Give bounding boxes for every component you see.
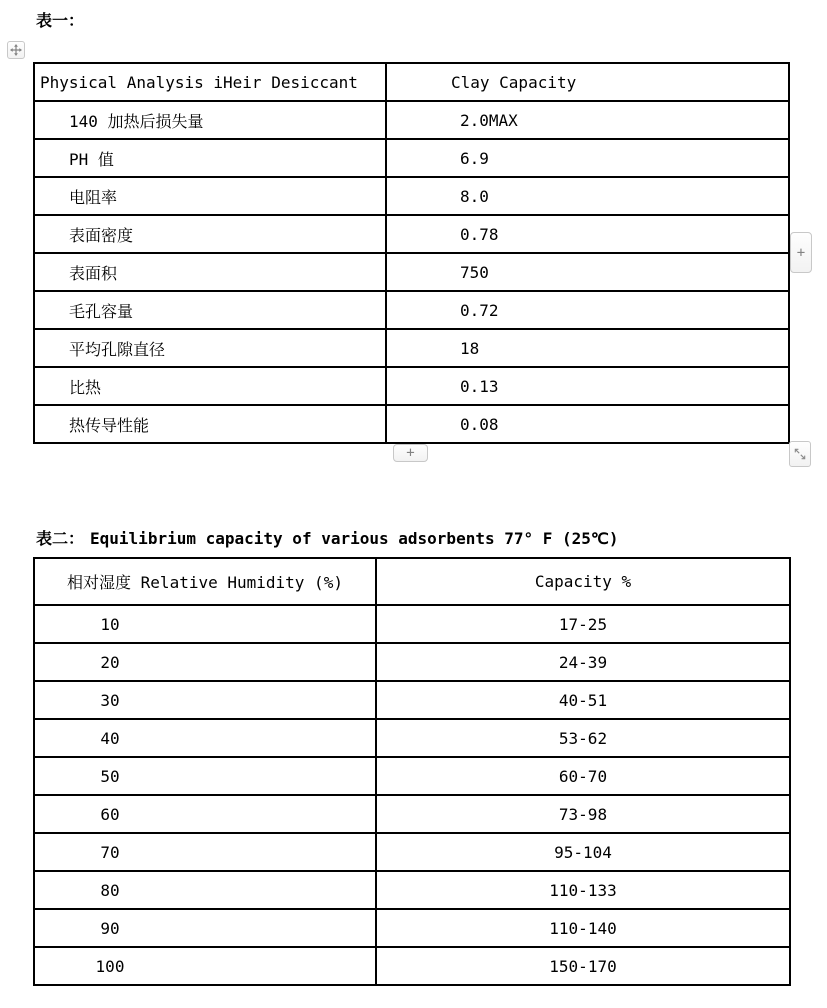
table-cell[interactable]: 50 bbox=[34, 757, 376, 795]
add-row-button[interactable]: + bbox=[393, 444, 428, 462]
table-cell[interactable]: PH 值 bbox=[34, 139, 386, 177]
table-row bbox=[34, 947, 790, 985]
table-cell[interactable]: 10 bbox=[34, 605, 376, 643]
table-cell[interactable]: 110-133 bbox=[376, 871, 790, 909]
table-cell[interactable]: 750 bbox=[386, 253, 789, 291]
table-cell[interactable]: 17-25 bbox=[376, 605, 790, 643]
table-cell[interactable]: 0.78 bbox=[386, 215, 789, 253]
table-cell[interactable]: 60-70 bbox=[376, 757, 790, 795]
table-cell[interactable]: 20 bbox=[34, 643, 376, 681]
table-row bbox=[34, 253, 789, 291]
table-cell[interactable]: 平均孔隙直径 bbox=[34, 329, 386, 367]
table-row bbox=[34, 643, 790, 681]
table2-header-humidity[interactable]: 相对湿度 Relative Humidity (%) bbox=[34, 558, 376, 605]
resize-expand-icon bbox=[793, 447, 807, 461]
table-row bbox=[34, 215, 789, 253]
table-cell[interactable]: 150-170 bbox=[376, 947, 790, 985]
table-header-row bbox=[34, 558, 790, 605]
table-cell[interactable]: 8.0 bbox=[386, 177, 789, 215]
table-cell[interactable]: 比热 bbox=[34, 367, 386, 405]
table1-header-value[interactable]: Clay Capacity bbox=[386, 63, 789, 101]
table-row bbox=[34, 719, 790, 757]
table-cell[interactable]: 毛孔容量 bbox=[34, 291, 386, 329]
table-cell[interactable]: 60 bbox=[34, 795, 376, 833]
equilibrium-capacity-table bbox=[33, 557, 791, 986]
table2-title bbox=[36, 526, 619, 549]
table2-title-prefix: 表二： bbox=[36, 529, 85, 548]
table-cell[interactable]: 表面积 bbox=[34, 253, 386, 291]
table1-title: 表一： bbox=[36, 11, 85, 30]
table-cell[interactable]: 6.9 bbox=[386, 139, 789, 177]
table-cell[interactable]: 0.13 bbox=[386, 367, 789, 405]
move-icon bbox=[10, 44, 22, 56]
table-row bbox=[34, 795, 790, 833]
table-row bbox=[34, 329, 789, 367]
table-cell[interactable]: 电阻率 bbox=[34, 177, 386, 215]
table-cell[interactable]: 表面密度 bbox=[34, 215, 386, 253]
table-header-row bbox=[34, 63, 789, 101]
table-row bbox=[34, 139, 789, 177]
table-row bbox=[34, 177, 789, 215]
table-cell[interactable]: 30 bbox=[34, 681, 376, 719]
add-column-button[interactable]: + bbox=[790, 232, 812, 273]
table-resize-handle[interactable] bbox=[789, 441, 811, 467]
table-row bbox=[34, 871, 790, 909]
table-row bbox=[34, 101, 789, 139]
table-cell[interactable]: 24-39 bbox=[376, 643, 790, 681]
table-row bbox=[34, 757, 790, 795]
table-cell[interactable]: 110-140 bbox=[376, 909, 790, 947]
table-cell[interactable]: 70 bbox=[34, 833, 376, 871]
table-row bbox=[34, 291, 789, 329]
table-cell[interactable]: 140 加热后损失量 bbox=[34, 101, 386, 139]
table-row bbox=[34, 909, 790, 947]
table-cell[interactable]: 18 bbox=[386, 329, 789, 367]
table-cell[interactable]: 53-62 bbox=[376, 719, 790, 757]
table2-title-text: Equilibrium capacity of various adsorbents 77° F (25℃) bbox=[90, 529, 619, 548]
table-cell[interactable]: 80 bbox=[34, 871, 376, 909]
table-cell[interactable]: 73-98 bbox=[376, 795, 790, 833]
table-row bbox=[34, 833, 790, 871]
table-row bbox=[34, 681, 790, 719]
table-cell[interactable]: 2.0MAX bbox=[386, 101, 789, 139]
table-row bbox=[34, 367, 789, 405]
table-cell[interactable]: 40-51 bbox=[376, 681, 790, 719]
table-cell[interactable]: 100 bbox=[34, 947, 376, 985]
table-cell[interactable]: 0.08 bbox=[386, 405, 789, 443]
table-move-handle[interactable] bbox=[7, 41, 25, 59]
table-cell[interactable]: 90 bbox=[34, 909, 376, 947]
physical-analysis-table bbox=[33, 62, 790, 444]
table-cell[interactable]: 95-104 bbox=[376, 833, 790, 871]
table-cell[interactable]: 0.72 bbox=[386, 291, 789, 329]
table2-header-capacity[interactable]: Capacity % bbox=[376, 558, 790, 605]
table-cell[interactable]: 热传导性能 bbox=[34, 405, 386, 443]
table-cell[interactable]: 40 bbox=[34, 719, 376, 757]
table1-header-property[interactable]: Physical Analysis iHeir Desiccant bbox=[34, 63, 386, 101]
table-row bbox=[34, 605, 790, 643]
table-row bbox=[34, 405, 789, 443]
